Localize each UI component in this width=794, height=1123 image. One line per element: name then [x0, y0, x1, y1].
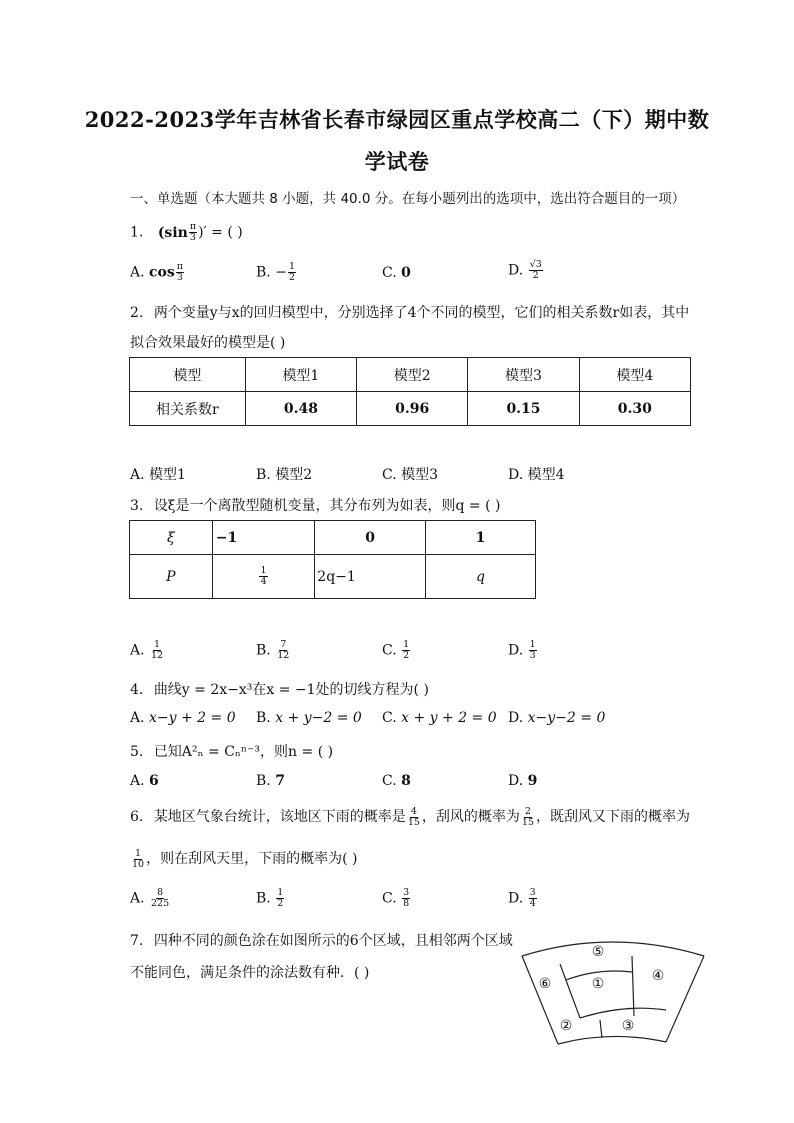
table-cell: 0 — [315, 521, 426, 555]
region-label-2: ② — [559, 1018, 573, 1034]
question-6-stem-line2: $\frac{1}{10}$ ，则在刮风天里，下雨的概率为( ) — [132, 847, 358, 870]
table-header-cell: 模型 — [130, 358, 246, 392]
diagram-left-edge — [522, 956, 558, 1044]
table-cell: 1 — [426, 521, 536, 555]
diagram-outer-arc — [522, 942, 704, 956]
table-cell: 0.30 — [579, 392, 690, 426]
q1-option-d[interactable]: D. $\frac{√3}{2}$ — [508, 259, 542, 281]
q1-stem-fraction: $\frac{\pi}{3}$ — [189, 221, 197, 243]
q2-option-a[interactable]: A. 模型1 — [130, 467, 186, 483]
region-label-4: ④ — [651, 968, 665, 984]
q7-region-diagram — [518, 934, 714, 1054]
q4-option-a[interactable]: A. x−y + 2 = 0 — [130, 710, 236, 726]
table-cell: 0.48 — [245, 392, 356, 426]
question-4-stem: 4. 曲线y = 2x−x³在x = −1处的切线方程为( ) — [130, 682, 429, 698]
q3-option-c[interactable]: C. $\frac{1}{2}$ — [382, 639, 410, 661]
diagram-divider-left — [560, 964, 580, 1018]
table-cell: 0.96 — [357, 392, 468, 426]
region-label-5: ⑤ — [591, 944, 605, 960]
table-cell: −1 — [212, 521, 315, 555]
q3-option-a[interactable]: A. $\frac{1}{12}$ — [130, 639, 164, 661]
table-header-cell: 模型1 — [245, 358, 356, 392]
q5-option-a[interactable]: A. 6 — [130, 773, 159, 789]
question-7-stem-line1: 7. 四种不同的颜色涂在如图所示的6个区域，且相邻两个区域 — [130, 933, 513, 949]
q6-option-b[interactable]: B. $\frac{1}{2}$ — [256, 887, 284, 909]
section-header: 一、单选题（本大题共 8 小题，共 40.0 分。在每小题列出的选项中，选出符合题目的一项） — [130, 191, 686, 207]
q6-option-d[interactable]: D. $\frac{3}{4}$ — [508, 887, 536, 909]
region-label-1: ① — [591, 976, 605, 992]
q2-option-b[interactable]: B. 模型2 — [256, 467, 313, 483]
table-row — [130, 358, 691, 392]
q6-option-c[interactable]: C. $\frac{3}{8}$ — [382, 887, 410, 909]
q3-option-d[interactable]: D. $\frac{1}{3}$ — [508, 639, 536, 661]
table-cell: 0.15 — [468, 392, 579, 426]
q3-distribution-table — [129, 520, 536, 599]
diagram-right-edge — [666, 956, 704, 1042]
question-2-stem-line2: 拟合效果最好的模型是( ) — [130, 335, 286, 351]
table-row — [130, 521, 536, 555]
question-5-stem: 5. 已知A²ₙ = Cₙⁿ⁻³，则n = ( ) — [130, 744, 334, 760]
q1-option-a[interactable]: A. cos $\frac{\pi}{3}$ — [130, 261, 184, 283]
q4-option-b[interactable]: B. x + y−2 = 0 — [256, 710, 362, 726]
q1-option-b[interactable]: B. − $\frac{1}{2}$ — [256, 261, 295, 283]
question-6-stem-line1: 6. 某地区气象台统计，该地区下雨的概率是 $\frac{4}{15}$ ，刮风的概率为 $\frac{2}{15}$ ，既刮风又下雨的概率为 — [130, 805, 690, 828]
q1-option-c[interactable]: C. 0 — [382, 265, 411, 281]
diagram-divider-bottom — [600, 1020, 602, 1038]
q5-option-b[interactable]: B. 7 — [256, 773, 285, 789]
q1-expr-start: (sin — [157, 224, 188, 241]
diagram-divider-right — [632, 956, 634, 1016]
table-cell: 相关系数r — [130, 392, 246, 426]
table-header-cell: 模型3 — [468, 358, 579, 392]
question-number: 1. — [130, 224, 144, 241]
diagram-arc-bottom — [580, 1008, 666, 1018]
table-cell: 2q−1 — [315, 555, 426, 599]
table-cell: q — [426, 555, 536, 599]
table-header-cell: 模型4 — [579, 358, 690, 392]
question-2-stem-line1: 2. 两个变量y与x的回归模型中，分别选择了4个不同的模型，它们的相关系数r如表，其中 — [130, 305, 690, 321]
q6-option-a[interactable]: A. $\frac{8}{225}$ — [130, 887, 170, 909]
q2-option-c[interactable]: C. 模型3 — [382, 467, 439, 483]
q2-model-table — [129, 357, 691, 426]
diagram-inner-arc — [558, 1036, 666, 1044]
question-7-stem-line2: 不能同色，满足条件的涂法数有种．( ) — [130, 965, 370, 981]
region-label-6: ⑥ — [538, 976, 552, 992]
exam-title-line1: 2022-2023学年吉林省长春市绿园区重点学校高二（下）期中数 — [84, 107, 710, 132]
q3-option-b[interactable]: B. $\frac{7}{12}$ — [256, 639, 290, 661]
table-row — [130, 392, 691, 426]
q4-option-c[interactable]: C. x + y + 2 = 0 — [382, 710, 497, 726]
exam-title-line2: 学试卷 — [364, 149, 430, 174]
q2-option-d[interactable]: D. 模型4 — [508, 467, 565, 483]
question-1-stem — [130, 222, 243, 243]
question-3-stem: 3. 设ξ是一个离散型随机变量，其分布列为如表，则q = ( ) — [130, 498, 501, 514]
q4-option-d[interactable]: D. x−y−2 = 0 — [508, 710, 606, 726]
q5-option-c[interactable]: C. 8 — [382, 773, 411, 789]
table-cell: $\frac{1}{4}$ — [212, 555, 315, 599]
table-cell: P — [130, 555, 213, 599]
q5-option-d[interactable]: D. 9 — [508, 773, 538, 789]
table-cell: ξ — [130, 521, 213, 555]
table-row — [130, 555, 536, 599]
region-label-3: ③ — [621, 1018, 635, 1034]
table-header-cell: 模型2 — [357, 358, 468, 392]
q1-expr-end: )′ = ( ) — [198, 224, 243, 241]
